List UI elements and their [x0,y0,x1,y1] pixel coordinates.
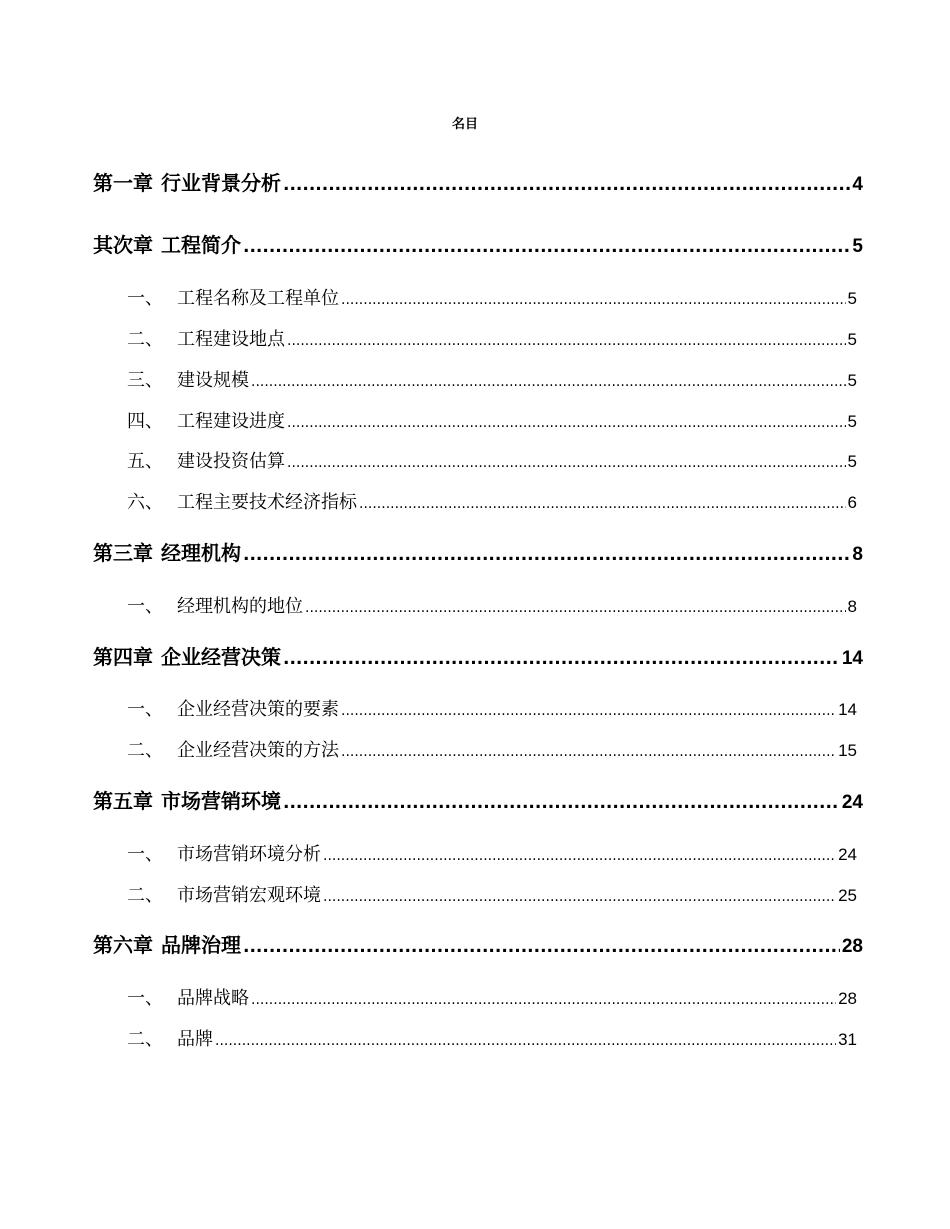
dot-leader [341,703,836,719]
chapter-number: 其次章 [93,233,153,257]
page-number: 8 [847,597,857,616]
dot-leader [287,455,846,471]
dot-leader [341,292,846,308]
dot-leader [251,992,836,1008]
dot-leader [215,1033,836,1049]
dot-leader [287,333,846,349]
page-number: 8 [852,544,863,565]
section-title: 企业经营决策的方法 [177,740,339,761]
toc-chapter-4[interactable] [93,641,863,669]
section-number: 一、 [127,988,163,1009]
section-number: 二、 [127,885,163,906]
toc-section[interactable] [127,325,857,351]
page-title: 名目 [451,117,478,132]
dot-leader [323,848,836,864]
toc-section[interactable] [127,366,857,392]
page-number: 24 [841,792,863,813]
section-title: 市场营销宏观环境 [177,885,321,906]
page-number: 14 [838,700,857,719]
section-number: 五、 [127,451,163,472]
page-number: 15 [838,741,857,760]
section-title: 品牌 [177,1029,213,1050]
dot-leader [243,545,850,565]
page-number: 5 [847,412,857,431]
chapter-title: 经理机构 [161,541,241,565]
toc-chapter-1[interactable] [93,167,863,195]
section-number: 二、 [127,329,163,350]
section-title: 市场营销环境分析 [177,844,321,865]
chapter-title: 工程简介 [161,233,241,257]
dot-leader [341,744,836,760]
section-number: 一、 [127,596,163,617]
section-title: 工程名称及工程单位 [177,288,339,309]
section-title: 工程建设地点 [177,329,285,350]
chapter-number: 第一章 [93,171,153,195]
page-number: 5 [847,289,857,308]
toc-chapter-2[interactable] [93,229,863,257]
dot-leader [305,600,846,616]
section-number: 二、 [127,1029,163,1050]
dot-leader [251,374,846,390]
section-title: 工程建设进度 [177,411,285,432]
dot-leader [243,937,840,957]
dot-leader [287,415,846,431]
dot-leader [283,649,840,669]
page-number: 5 [847,371,857,390]
section-title: 建设投资估算 [177,451,285,472]
chapter-title: 品牌治理 [161,933,241,957]
chapter-number: 第五章 [93,789,153,813]
dot-leader [283,175,850,195]
dot-leader [283,793,840,813]
chapter-title: 市场营销环境 [161,789,281,813]
page-number: 4 [852,174,863,195]
page-number: 25 [838,886,857,905]
toc-section[interactable] [127,407,857,433]
toc-section[interactable] [127,984,857,1010]
toc-section[interactable] [127,592,857,618]
page-number: 24 [838,845,857,864]
toc-section[interactable] [127,736,857,762]
chapter-title: 行业背景分析 [161,171,281,195]
page-number: 28 [841,936,863,957]
toc-section[interactable] [127,840,857,866]
toc-section[interactable] [127,881,857,907]
toc-section[interactable] [127,284,857,310]
toc-section[interactable] [127,447,857,473]
section-title: 建设规模 [177,370,249,391]
toc-section[interactable] [127,695,857,721]
section-title: 经理机构的地位 [177,596,303,617]
section-number: 三、 [127,370,163,391]
section-number: 六、 [127,492,163,513]
section-number: 二、 [127,740,163,761]
chapter-number: 第三章 [93,541,153,565]
toc-chapter-3[interactable] [93,537,863,565]
toc-chapter-6[interactable] [93,929,863,957]
dot-leader [359,496,846,512]
page-number: 5 [847,330,857,349]
page-number: 28 [838,989,857,1008]
section-title: 工程主要技术经济指标 [177,492,357,513]
section-number: 一、 [127,288,163,309]
section-title: 企业经营决策的要素 [177,699,339,720]
page-number: 5 [852,236,863,257]
chapter-title: 企业经营决策 [161,645,281,669]
page-number: 31 [838,1030,857,1049]
dot-leader [323,889,836,905]
section-number: 四、 [127,411,163,432]
page-number: 6 [847,493,857,512]
toc-section[interactable] [127,488,857,514]
page-number: 5 [847,452,857,471]
section-number: 一、 [127,699,163,720]
page-number: 14 [841,648,863,669]
toc-chapter-5[interactable] [93,785,863,813]
toc-section[interactable] [127,1025,857,1051]
dot-leader [243,237,850,257]
section-number: 一、 [127,844,163,865]
section-title: 品牌战略 [177,988,249,1009]
chapter-number: 第四章 [93,645,153,669]
chapter-number: 第六章 [93,933,153,957]
